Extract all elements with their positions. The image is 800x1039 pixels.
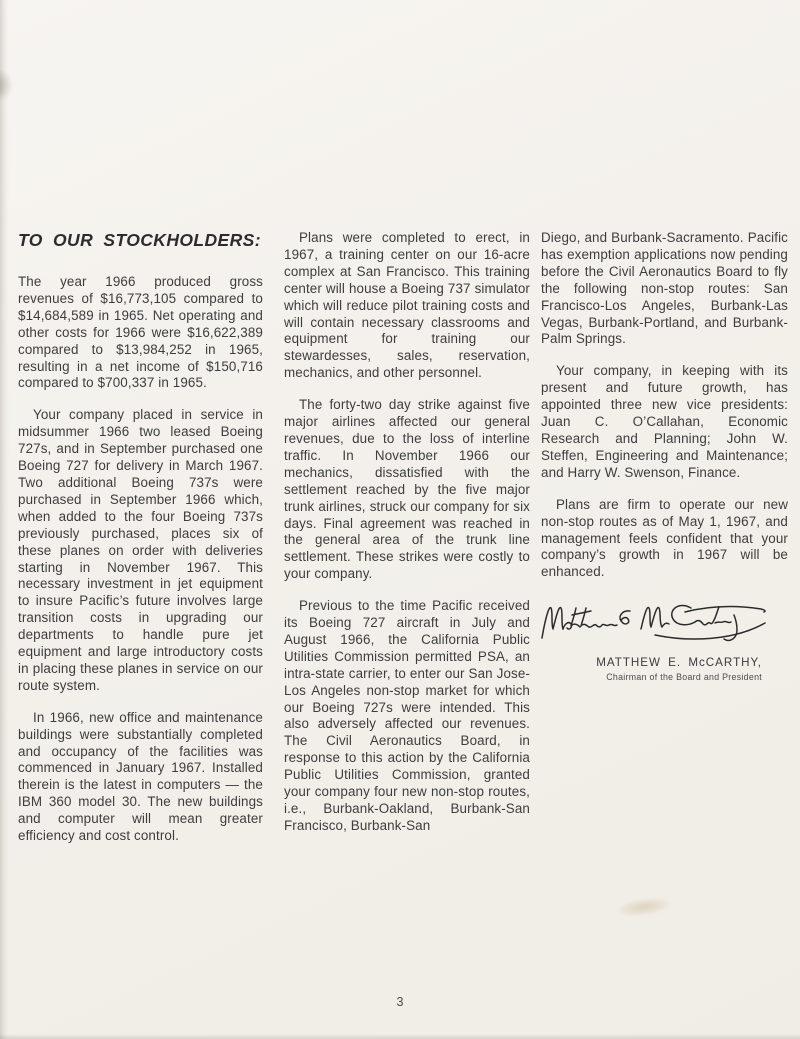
body-paragraph: Plans are firm to operate our new non-stop routes as of May 1, 1967, and management feels confident that your company’s growth in 1967 will be enhanced.	[541, 496, 788, 580]
signature-name: MATTHEW E. McCARTHY,	[596, 656, 762, 670]
signature-caption	[541, 656, 788, 682]
body-paragraph: Plans were completed to erect, in 1967, a training center on our 16-acre complex at San Francisco. This training center will house a Boeing 737 simulator which will reduce pilot training costs and will contain necessary classrooms and equipment for training our stewardesses, sales, reservation, mechanics, and other personnel.	[284, 230, 530, 381]
page-edge-shadow-left	[0, 0, 9, 1039]
signature-title: Chairman of the Board and President	[606, 672, 762, 683]
signature-block	[541, 596, 788, 682]
text-column-2	[284, 230, 530, 850]
body-paragraph: Diego, and Burbank-Sacramento. Pacific has exemption applications now pending before the Civil Aeronautics Board to fly the following non-stop routes: San Francisco-Los Angeles, Burbank-Las Vegas, Burbank-Portland, and Burbank-Palm Springs.	[541, 230, 788, 347]
body-paragraph: Your company placed in service in midsummer 1966 two leased Boeing 727s, and in September purchased one Boeing 727 for delivery in March 1967. Two additional Boeing 737s were purchased in September 1966 which, when added to the four Boeing 737s previously purchased, places six of these planes on order with deliveries starting in November 1967. This necessary investment in jet equipment to insure Pacific’s future involves large transition costs in upgrading our departments to handle pure jet equipment and large introductory costs in placing these planes in service on our route system.	[18, 407, 263, 693]
text-column-3	[541, 230, 788, 682]
body-paragraph: The year 1966 produced gross revenues of $16,773,105 compared to $14,684,589 in 1965. Net operating and other costs for 1966 were $16,622,389 compared to $13,984,252 in 1965, resulting in a net income of $150,716 compared to $700,337 in 1965.	[18, 274, 263, 391]
page-edge-shadow-bottom	[0, 1034, 800, 1039]
body-paragraph: The forty-two day strike against five major airlines affected our general revenues, due to the loss of interline traffic. In November 1966 our mechanics, dissatisfied with the settlement reached by the five major trunk airlines, struck our company for six days. Final agreement was reached in the general area of the trunk line settlement. These strikes were costly to your company.	[284, 397, 530, 582]
text-column-1	[18, 230, 263, 860]
page-number: 3	[396, 995, 404, 1009]
paper-stain	[617, 895, 671, 918]
section-heading: TO OUR STOCKHOLDERS:	[18, 230, 261, 250]
body-paragraph: In 1966, new office and maintenance buildings were substantially completed and occupancy of the facilities was commenced in January 1967. Installed therein is the latest in computers — the IBM 360 model 30. The new buildings and computer will mean greater efficiency and cost control.	[18, 709, 263, 844]
body-paragraph: Your company, in keeping with its present and future growth, has appointed three new vice presidents: Juan C. O’Callahan, Economic Research and Planning; John W. Steffen, Engineering and Maintenance; and Harry W. Swenson, Finance.	[541, 363, 788, 480]
body-paragraph: Previous to the time Pacific received its Boeing 727 aircraft in July and August 1966, the California Public Utilities Commission permitted PSA, an intra-state carrier, to enter our San Jose-Los Angeles non-stop market for which our Boeing 727s were intended. This also adversely affected our revenues. The Civil Aeronautics Board, in response to this action by the California Public Utilities Commission, granted your company four new non-stop routes, i.e., Burbank-Oakland, Burbank-San Francisco, Burbank-San	[284, 598, 530, 833]
page-curl-shadow	[0, 68, 14, 102]
signature-handwriting-icon	[537, 596, 769, 654]
